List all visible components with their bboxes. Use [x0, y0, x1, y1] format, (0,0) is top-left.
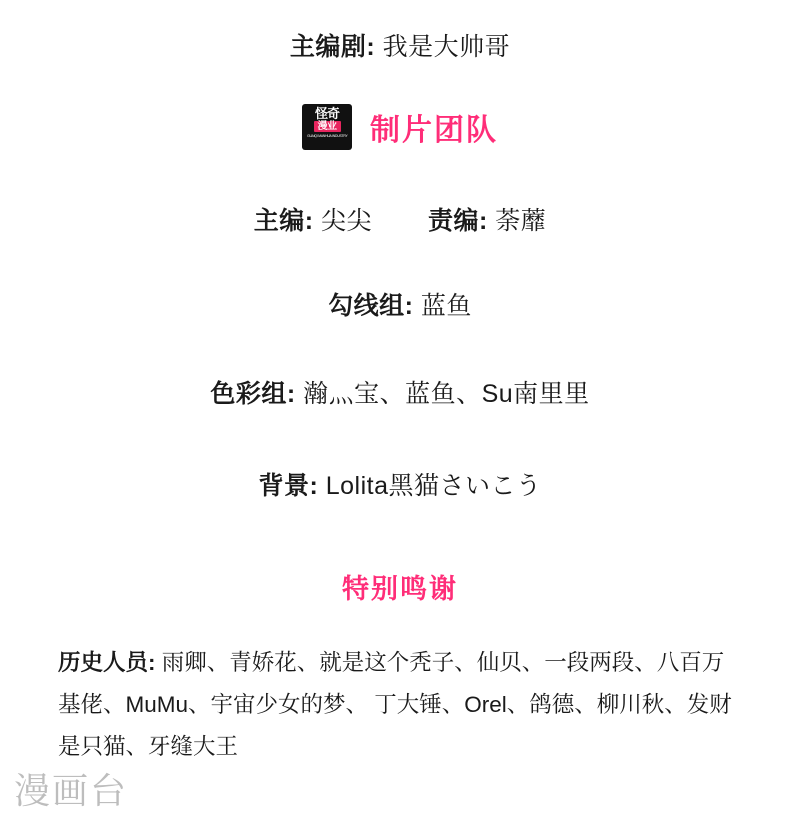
- logo-mid-text: 漫业: [314, 121, 341, 132]
- logo-bottom-text: GUAIQI MANHUA INDUSTRY: [306, 134, 348, 138]
- credit-label-color-group: 色彩组:: [210, 380, 296, 408]
- credits-page: [0, 32, 800, 832]
- credit-value-color-group: 瀚灬宝、蓝鱼、Su南里里: [295, 380, 590, 408]
- credit-responsible-editor: [428, 206, 546, 236]
- credit-label-lineart-group: 勾线组:: [328, 292, 414, 320]
- credit-line-screenwriter: [0, 32, 800, 62]
- credit-label-chief-editor: 主编:: [253, 207, 314, 235]
- credit-value-lineart-group: 蓝鱼: [413, 292, 472, 320]
- credit-line-lineart-group: [0, 291, 800, 321]
- history-staff-block: [0, 642, 800, 768]
- credit-label-background: 背景:: [258, 472, 319, 500]
- credit-chief-editor: [254, 206, 372, 236]
- watermark: 漫画台: [14, 770, 129, 811]
- team-title: 制片团队: [370, 114, 498, 147]
- credit-label-responsible-editor: 责编:: [428, 207, 488, 235]
- credit-label-screenwriter: 主编剧:: [289, 33, 376, 61]
- credit-value-background: Lolita黑猫さいこう: [318, 472, 542, 500]
- history-staff-value: 雨卿、青娇花、就是这个秃子、仙贝、一段两段、八百万基佬、MuMu、宇宙少女的梦、 丁大锤、Orel、鸽德、柳川秋、发财是只猫、牙缝大王: [58, 650, 732, 759]
- credit-line-editors: [0, 206, 800, 236]
- credit-value-responsible-editor: 荼蘼: [487, 207, 547, 235]
- history-staff-label: 历史人员:: [58, 650, 156, 675]
- credit-line-color-group: [0, 379, 800, 409]
- logo-top-text: 怪奇: [314, 106, 339, 121]
- credit-value-screenwriter: 我是大帅哥: [375, 33, 511, 61]
- credit-value-chief-editor: 尖尖: [313, 207, 372, 235]
- team-header: [0, 104, 800, 150]
- studio-logo-icon: [302, 104, 352, 150]
- special-thanks-heading: 特别鸣谢: [342, 574, 458, 604]
- credit-line-background: [0, 471, 800, 501]
